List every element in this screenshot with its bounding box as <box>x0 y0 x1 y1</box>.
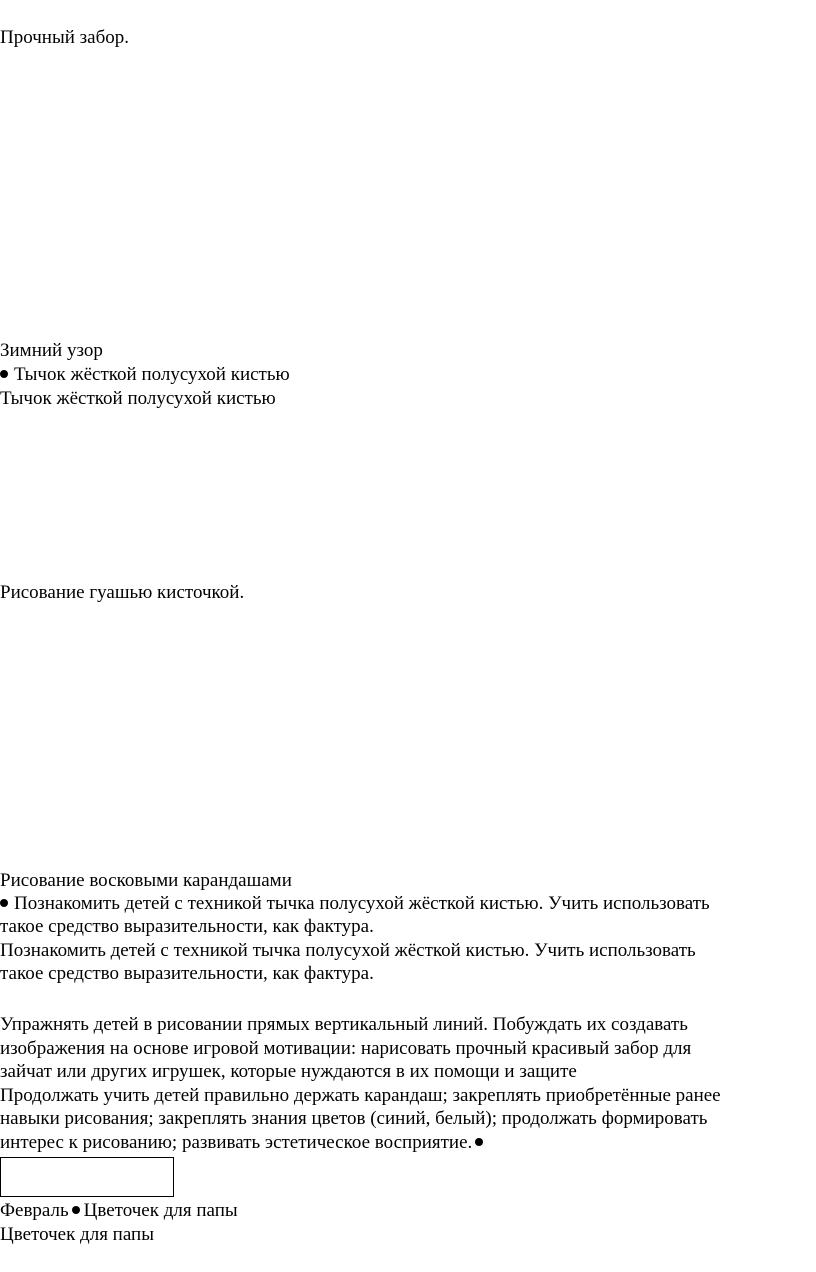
text-line: Познакомить детей с техникой тычка полусухой жёсткой кистью. Учить использовать <box>0 940 696 961</box>
list-item-text: Познакомить детей с техникой тычка полусухой жёсткой кистью. Учить использовать <box>14 893 710 914</box>
bullet-icon <box>0 899 8 907</box>
bullet-icon <box>0 370 8 378</box>
text-line: зайчат или других игрушек, которые нуждаются в их помощи и защите <box>0 1061 577 1082</box>
text-line: навыки рисования; закреплять знания цветов (синий, белый); продолжать формировать <box>0 1108 708 1129</box>
empty-cell-box <box>0 1157 174 1197</box>
list-item-text: Тычок жёсткой полусухой кистью <box>14 364 290 385</box>
bullet-icon <box>72 1206 80 1214</box>
text-line: Рисование гуашью кисточкой. <box>0 582 245 603</box>
text-line: такое средство выразительности, как фактура. <box>0 916 374 937</box>
text-line: Тычок жёсткой полусухой кистью <box>0 388 276 409</box>
text-line: Цветочек для папы <box>0 1224 154 1245</box>
text-line <box>0 1132 483 1154</box>
month-label: Февраль <box>0 1200 69 1221</box>
text-line: Рисование восковыми карандашами <box>0 870 292 891</box>
text-line: Прочный забор. <box>0 27 129 48</box>
text-line <box>0 1200 238 1222</box>
text-line: Зимний узор <box>0 340 103 361</box>
text-line: Упражнять детей в рисовании прямых вертикальный линий. Побуждать их создавать <box>0 1014 688 1035</box>
text-line-content: интерес к рисованию; развивать эстетическое восприятие. <box>0 1132 473 1153</box>
bullet-icon <box>475 1138 483 1146</box>
list-item-text: Цветочек для папы <box>83 1200 238 1221</box>
text-line: Продолжать учить детей правильно держать карандаш; закреплять приобретённые ранее <box>0 1085 721 1106</box>
text-line: такое средство выразительности, как фактура. <box>0 963 374 984</box>
text-line: изображения на основе игровой мотивации: нарисовать прочный красивый забор для <box>0 1038 692 1059</box>
list-item <box>0 364 290 386</box>
list-item <box>0 893 710 915</box>
